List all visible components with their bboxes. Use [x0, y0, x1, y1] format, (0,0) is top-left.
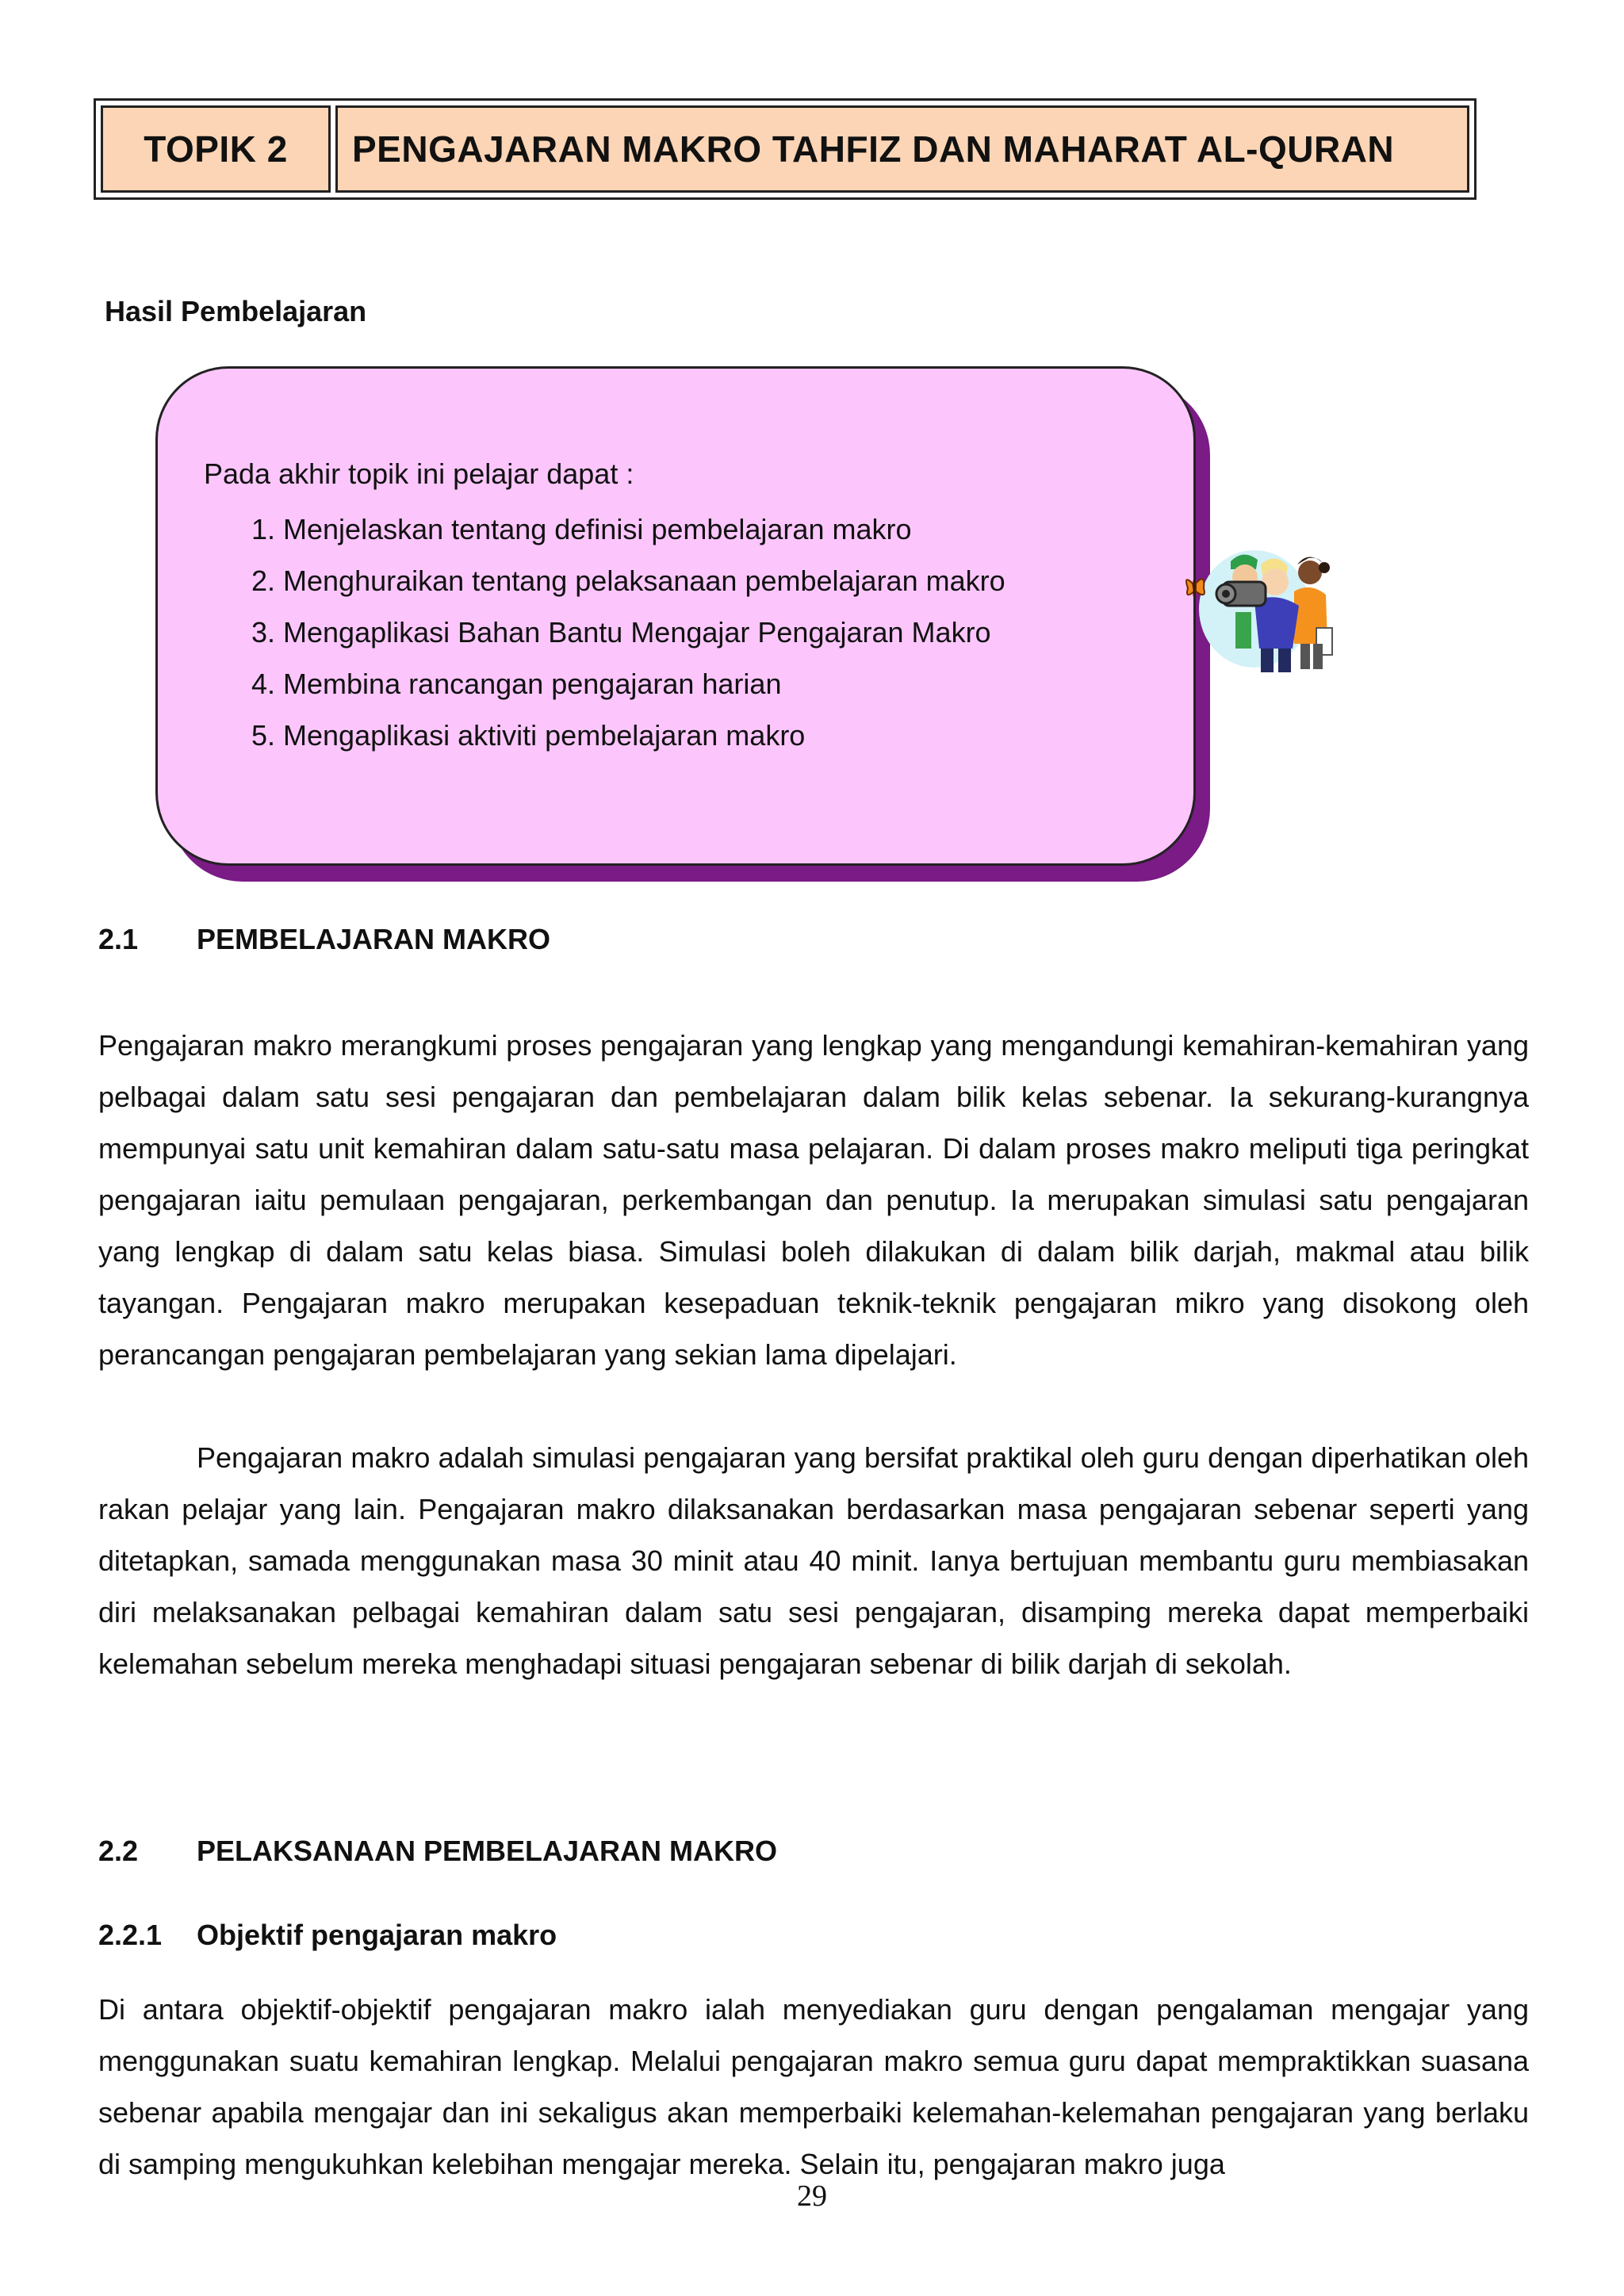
clipart-girl-leg-right	[1313, 644, 1323, 669]
clipart-back-child-body	[1235, 612, 1251, 649]
learning-outcomes-list	[251, 503, 1005, 761]
paragraph: Pengajaran makro merangkumi proses pengajaran yang lengkap yang mengandungi kemahiran-kemahiran yang pelbagai dalam satu sesi pengajaran dan pembelajaran dalam bilik kelas sebenar. Ia sekurang-kurangnya mempunyai satu unit kemahiran dalam satu-satu masa pelajaran. Di dalam proses makro meliputi tiga peringkat pengajaran iaitu pemulaan pengajaran, perkembangan dan penutup. Ia merupakan simulasi satu pengajaran yang lengkap di dalam satu kelas biasa. Simulasi boleh dilakukan di dalam bilik darjah, makmal atau bilik tayangan. Pengajaran makro merupakan kesepaduan teknik-teknik pengajaran mikro yang disokong oleh perancangan pengajaran pembelajaran yang sekian lama dipelajari.	[98, 1029, 1529, 1371]
learning-outcome-item: 4. Membina rancangan pengajaran harian	[251, 668, 782, 700]
clipart-boy-leg-right	[1278, 649, 1291, 672]
subsection-heading-2-2-1	[98, 1919, 557, 1952]
clipart-butterfly-wing-right	[1196, 579, 1205, 595]
paragraph: Pengajaran makro adalah simulasi pengajaran yang bersifat praktikal oleh guru dengan diperhatikan oleh rakan pelajar yang lain. Pengajaran makro dilaksanakan berdasarkan masa pengajaran sebenar seperti yang ditetapkan, samada menggunakan masa 30 minit atau 40 minit. Ianya bertujuan membantu guru membiasakan diri melaksanakan pelbagai kemahiran dalam satu sesi pengajaran, disamping mereka dapat memperbaiki kelemahan sebelum mereka menghadapi situasi pengajaran sebenar di bilik darjah di sekolah.	[98, 1441, 1529, 1680]
paragraph: Di antara objektif-objektif pengajaran makro ialah menyediakan guru dengan pengalaman mengajar yang menggunakan suatu kemahiran lengkap. Melalui pengajaran makro semua guru dapat mempraktikkan suasana sebenar apabila mengajar dan ini sekaligus akan memperbaiki kelemahan-kelemahan pengajaran yang berlaku di samping mengukuhkan kelebihan mengajar mereka. Selain itu, pengajaran makro juga	[98, 1993, 1529, 2180]
section-title: PEMBELAJARAN MAKRO	[197, 923, 551, 955]
section-heading-2-1	[98, 923, 550, 956]
section-number: 2.2.1	[98, 1919, 163, 1951]
section-title: PELAKSANAAN PEMBELAJARAN MAKRO	[197, 1835, 778, 1867]
clipart-girl-bun	[1319, 562, 1330, 573]
learning-outcomes-label: Hasil Pembelajaran	[105, 295, 367, 327]
section-title: Objektif pengajaran makro	[197, 1919, 557, 1951]
clipart-girl-leg-left	[1300, 644, 1310, 669]
clipart-face-girl	[1298, 561, 1322, 584]
learning-outcomes-intro: Pada akhir topik ini pelajar dapat :	[204, 457, 634, 490]
topic-header	[94, 98, 1477, 200]
section-heading-2-2	[98, 1835, 777, 1868]
page-number: 29	[797, 2179, 827, 2213]
learning-outcome-item: 5. Mengaplikasi aktiviti pembelajaran makro	[251, 719, 806, 752]
topic-number: TOPIK 2	[101, 105, 331, 193]
learning-outcome-item: 3. Mengaplikasi Bahan Bantu Mengajar Pengajaran Makro	[251, 616, 991, 649]
learning-outcomes-box	[155, 366, 1196, 866]
topic-title: PENGAJARAN MAKRO TAHFIZ DAN MAHARAT AL-QURAN	[335, 105, 1469, 193]
section-number: 2.2	[98, 1835, 139, 1867]
clipart-camera-lens-center	[1222, 590, 1230, 598]
clipart-boy-leg-left	[1261, 649, 1274, 672]
section-number: 2.1	[98, 923, 139, 955]
learning-outcome-item: 2. Menghuraikan tentang pelaksanaan pembelajaran makro	[251, 564, 1005, 597]
learning-outcome-item: 1. Menjelaskan tentang definisi pembelajaran makro	[251, 513, 912, 545]
topic-header-row	[101, 105, 1469, 193]
children-with-camera-icon	[1182, 533, 1340, 683]
